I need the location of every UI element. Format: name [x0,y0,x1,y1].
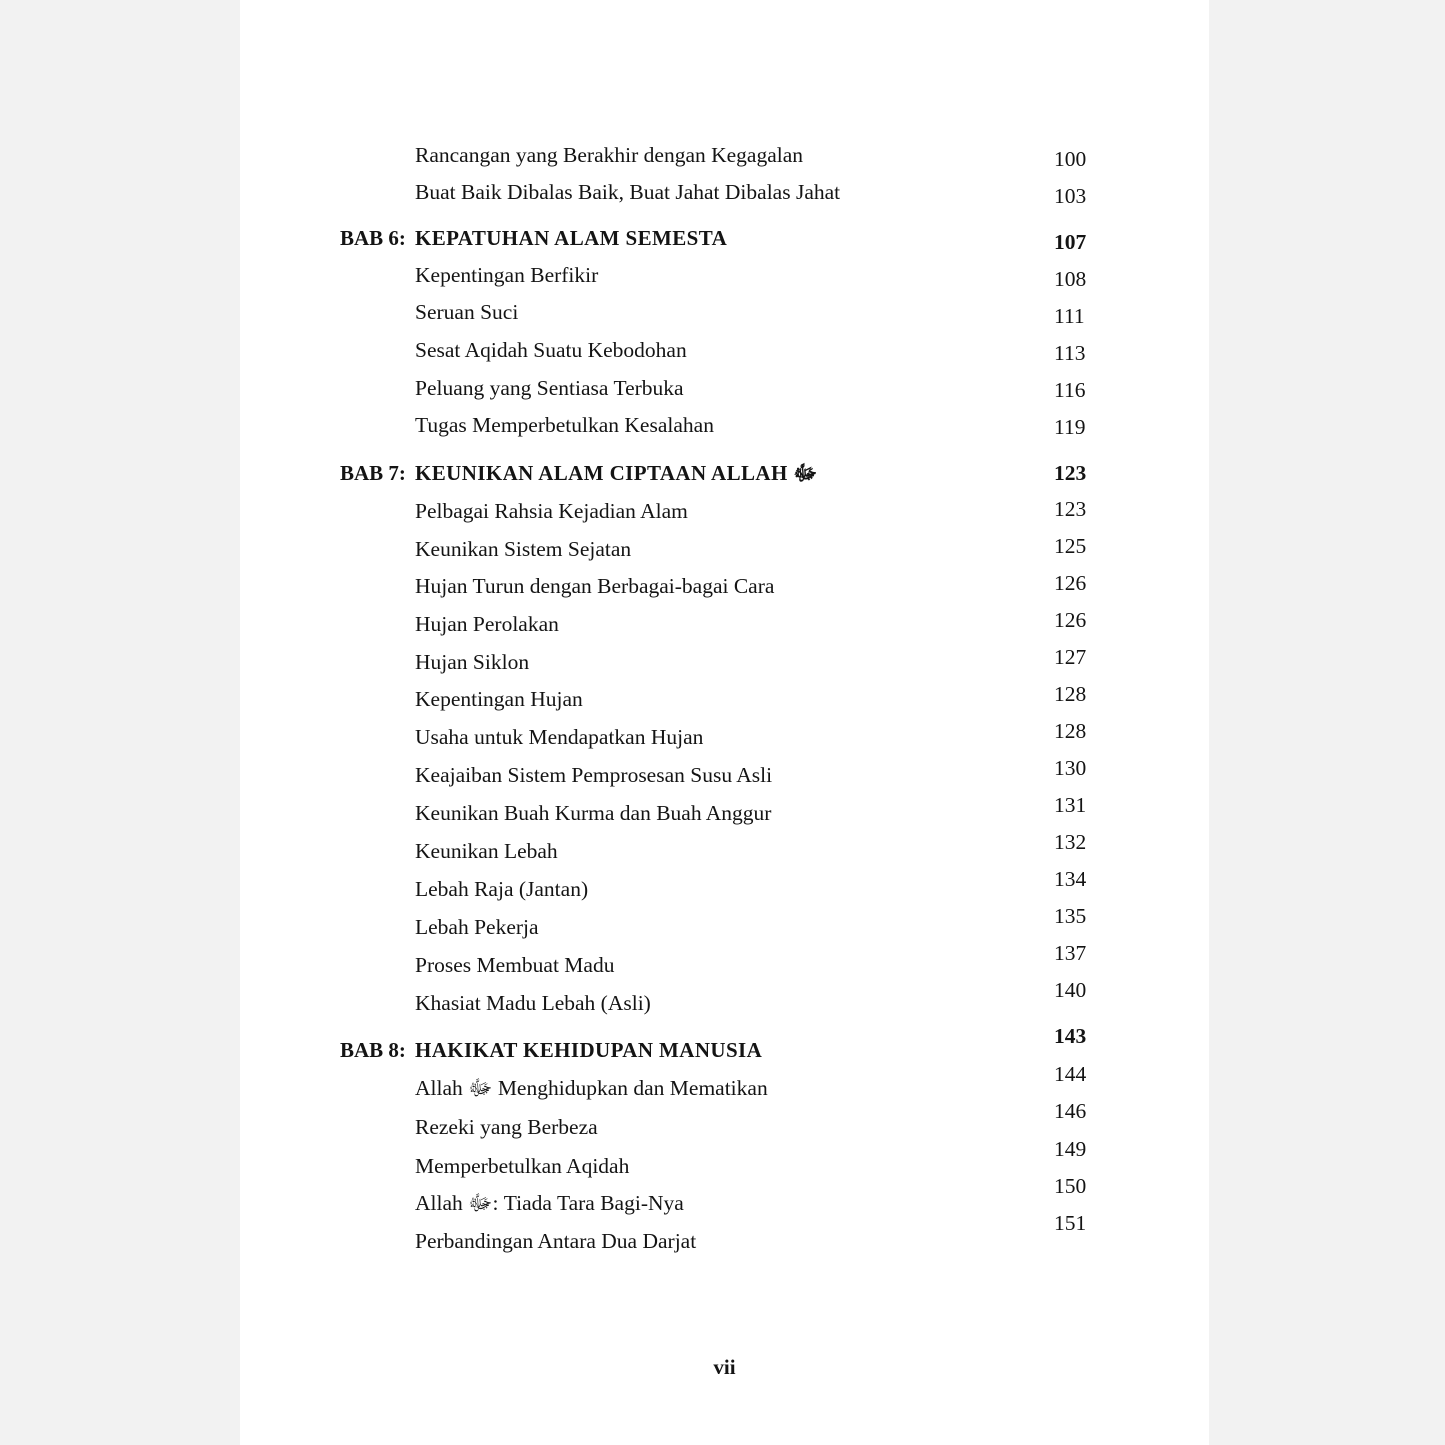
entry-page: 127 [1054,645,1087,669]
entry-title: Sesat Aqidah Suatu Kebodohan [415,338,687,362]
entry-page: 126 [1054,608,1087,632]
chapter-title: KEUNIKAN ALAM CIPTAAN ALLAH ﷻ [415,461,818,485]
toc-entry [240,140,1209,170]
toc-entry [240,410,1209,440]
toc-entry [240,177,1209,207]
entry-page: 132 [1054,830,1087,854]
toc-entry [240,534,1209,564]
toc-entry [240,647,1209,677]
entry-title: Tugas Memperbetulkan Kesalahan [415,413,714,437]
chapter-label: BAB 8: [340,1038,406,1062]
entry-page: 146 [1054,1099,1087,1123]
chapter-label: BAB 7: [340,461,406,485]
entry-page: 149 [1054,1137,1087,1161]
entry-title: Lebah Raja (Jantan) [415,877,589,901]
toc-entry [240,867,1209,904]
entry-page: 111 [1054,304,1085,328]
toc-entry [240,756,1209,790]
entry-title: Keunikan Sistem Sejatan [415,537,632,561]
entry-page: 150 [1054,1174,1087,1198]
chapter-page: 143 [1054,1024,1087,1048]
toc-entry [240,793,1209,828]
entry-page: 116 [1054,378,1086,402]
toc-entry [240,297,1209,327]
toc-entry [240,373,1209,403]
entry-title: Usaha untuk Mendapatkan Hujan [415,725,704,749]
entry-page: 137 [1054,941,1087,965]
toc-entry [240,1211,1209,1256]
entry-title: Keajaiban Sistem Pemprosesan Susu Asli [415,763,773,787]
entry-page: 108 [1054,267,1087,291]
entry-title: Hujan Turun dengan Berbagai-bagai Cara [415,574,775,598]
chapter-title: HAKIKAT KEHIDUPAN MANUSIA [415,1038,763,1062]
entry-title: Hujan Siklon [415,650,530,674]
entry-title: Rancangan yang Berakhir dengan Kegagalan [415,143,804,167]
entry-page: 135 [1054,904,1087,928]
chapter-page: 107 [1054,230,1087,254]
entry-page: 100 [1054,147,1087,171]
toc-entry [240,684,1209,714]
chapter-label: BAB 6: [340,226,406,250]
entry-page: 151 [1054,1211,1087,1235]
toc-entry [240,609,1209,639]
book-page [240,0,1209,1445]
entry-title: Keunikan Lebah [415,839,558,863]
entry-page: 134 [1054,867,1087,891]
entry-page: 131 [1054,793,1087,817]
entry-page: 128 [1054,719,1087,743]
entry-page: 103 [1054,184,1087,208]
toc-entry [240,260,1209,290]
entry-page: 140 [1054,978,1087,1002]
entry-title: Perbandingan Antara Dua Darjat [415,1229,697,1253]
entry-title: Allah ﷻ Menghidupkan dan Mematikan [415,1076,768,1100]
entry-page: 126 [1054,571,1087,595]
toc-entry [240,335,1209,365]
entry-page: 113 [1054,341,1086,365]
page-number: vii [713,1355,736,1379]
toc-entry [240,496,1209,526]
entry-title: Hujan Perolakan [415,612,559,636]
entry-title: Seruan Suci [415,300,519,324]
entry-page: 130 [1054,756,1087,780]
entry-title: Allah ﷻ: Tiada Tara Bagi-Nya [415,1191,684,1215]
entry-title: Lebah Pekerja [415,915,539,939]
entry-title: Memperbetulkan Aqidah [415,1154,630,1178]
entry-page: 119 [1054,415,1086,439]
entry-title: Buat Baik Dibalas Baik, Buat Jahat Dibalas Jahat [415,180,841,204]
chapter-title: KEPATUHAN ALAM SEMESTA [415,226,728,250]
chapter-heading-bab6 [240,223,1209,253]
toc-entry [240,978,1209,1018]
toc-entry [240,830,1209,866]
entry-page: 144 [1054,1062,1087,1086]
entry-title: Peluang yang Sentiasa Terbuka [415,376,684,400]
chapter-page: 123 [1054,461,1087,485]
chapter-heading-bab7 [240,458,1209,488]
toc-entry [240,719,1209,752]
entry-title: Rezeki yang Berbeza [415,1115,598,1139]
entry-title: Pelbagai Rahsia Kejadian Alam [415,499,688,523]
entry-title: Kepentingan Hujan [415,687,583,711]
entry-title: Kepentingan Berfikir [415,263,599,287]
entry-title: Khasiat Madu Lebah (Asli) [415,991,651,1015]
toc-entry [240,571,1209,601]
entry-page: 125 [1054,534,1087,558]
entry-title: Proses Membuat Madu [415,953,615,977]
entry-page: 123 [1054,497,1087,521]
entry-page: 128 [1054,682,1087,706]
entry-title: Keunikan Buah Kurma dan Buah Anggur [415,801,772,825]
